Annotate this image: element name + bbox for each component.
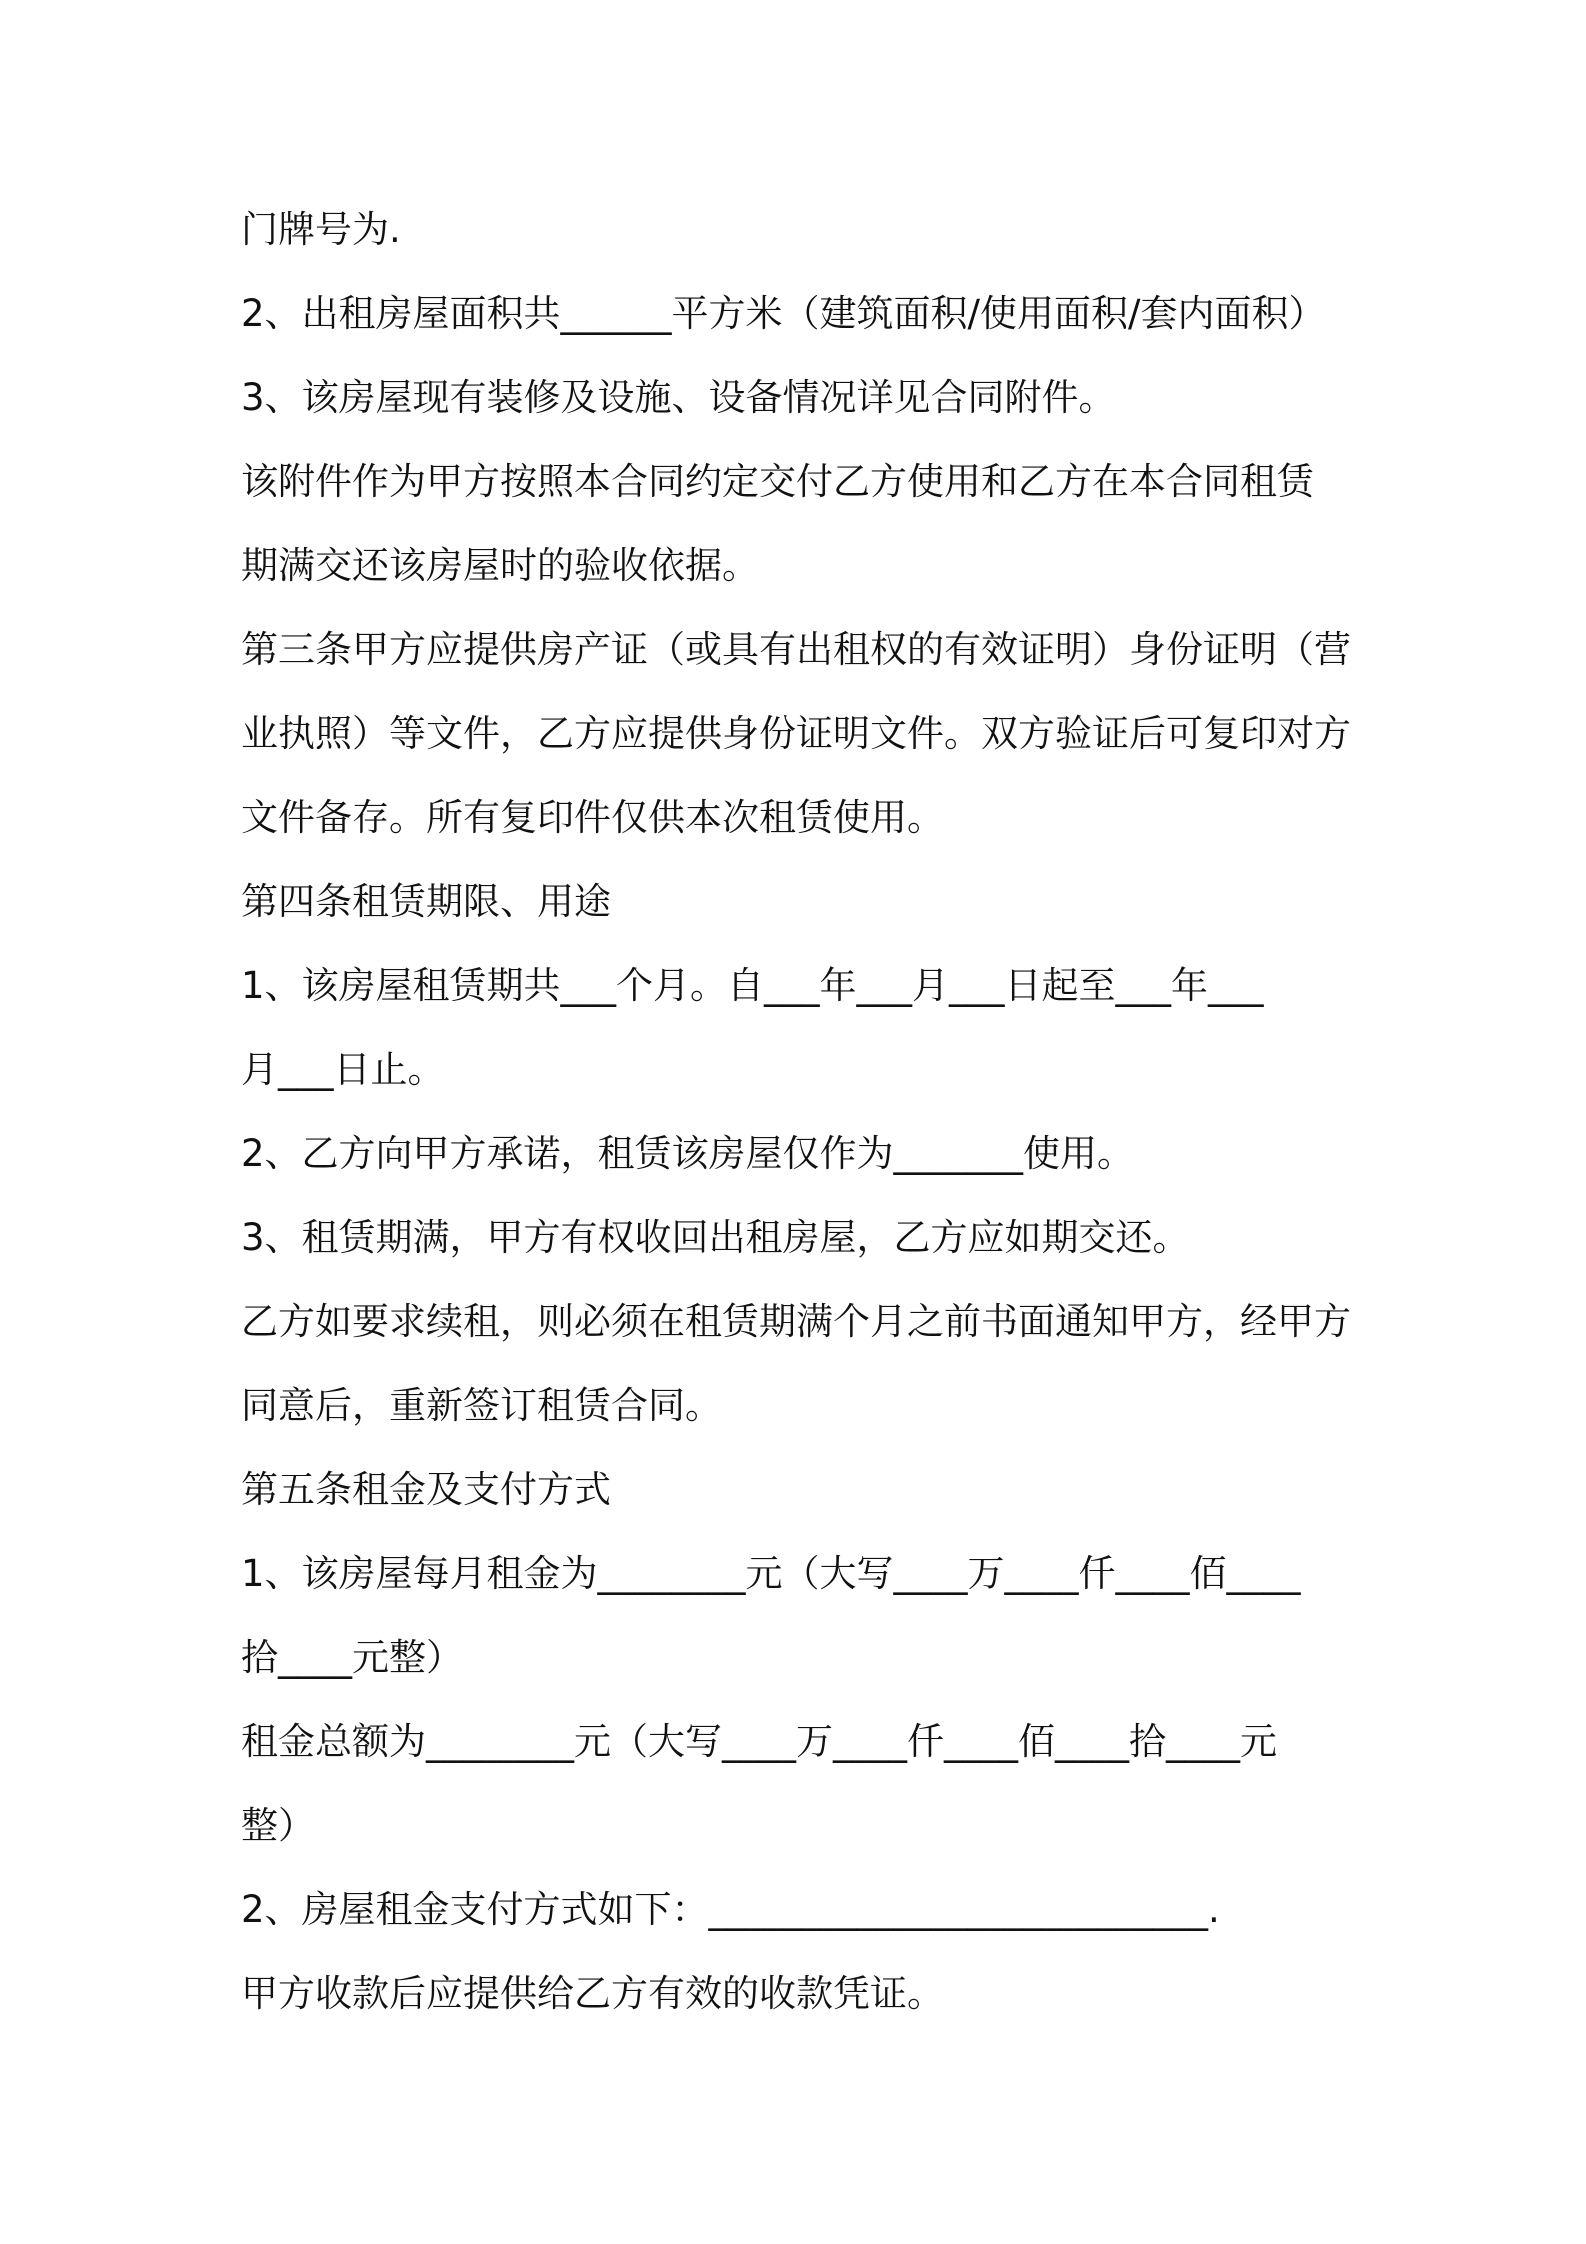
text-line-attachment: 该附件作为甲方按照本合同约定交付乙方使用和乙方在本合同租赁 — [241, 460, 1314, 503]
text-line-article-3-end: 文件备存。所有复印件仅供本次租赁使用。 — [241, 796, 944, 839]
text-line-article-3-cont: 业执照）等文件，乙方应提供身份证明文件。双方验证后可复印对方 — [241, 712, 1351, 755]
text-line-monthly-rent: 1、该房屋每月租金为________元（大写____万____仟____佰____ — [241, 1552, 1301, 1595]
text-line-article-3: 第三条甲方应提供房产证（或具有出租权的有效证明）身份证明（营 — [241, 628, 1351, 671]
text-line-renewal-cont: 同意后，重新签订租赁合同。 — [241, 1384, 722, 1427]
text-line-renewal: 乙方如要求续租，则必须在租赁期满个月之前书面通知甲方，经甲方 — [241, 1300, 1351, 1343]
text-line-lease-term-cont: 月___日止。 — [241, 1048, 445, 1091]
text-line-usage: 2、乙方向甲方承诺，租赁该房屋仅作为_______使用。 — [241, 1132, 1135, 1175]
text-line-payment-method: 2、房屋租金支付方式如下：___________________________. — [241, 1888, 1220, 1931]
text-line-total-rent-cont: 整） — [241, 1804, 315, 1847]
text-line-monthly-rent-cont: 拾____元整） — [241, 1636, 463, 1679]
text-line-total-rent: 租金总额为________元（大写____万____仟____佰____拾____元 — [241, 1720, 1277, 1763]
section-heading-article-4: 第四条租赁期限、用途 — [241, 880, 611, 923]
text-line-expiry: 3、租赁期满，甲方有权收回出租房屋，乙方应如期交还。 — [241, 1216, 1190, 1259]
text-line-attachment-cont: 期满交还该房屋时的验收依据。 — [241, 544, 759, 587]
section-heading-article-5: 第五条租金及支付方式 — [241, 1468, 611, 1511]
text-line-receipt: 甲方收款后应提供给乙方有效的收款凭证。 — [241, 1972, 944, 2015]
text-line-lease-term: 1、该房屋租赁期共___个月。自___年___月___日起至___年___ — [241, 964, 1264, 1007]
text-line-decoration: 3、该房屋现有装修及设施、设备情况详见合同附件。 — [241, 376, 1116, 419]
text-line-area: 2、出租房屋面积共______平方米（建筑面积/使用面积/套内面积） — [241, 292, 1326, 335]
text-line-doorplate: 门牌号为. — [241, 208, 401, 251]
